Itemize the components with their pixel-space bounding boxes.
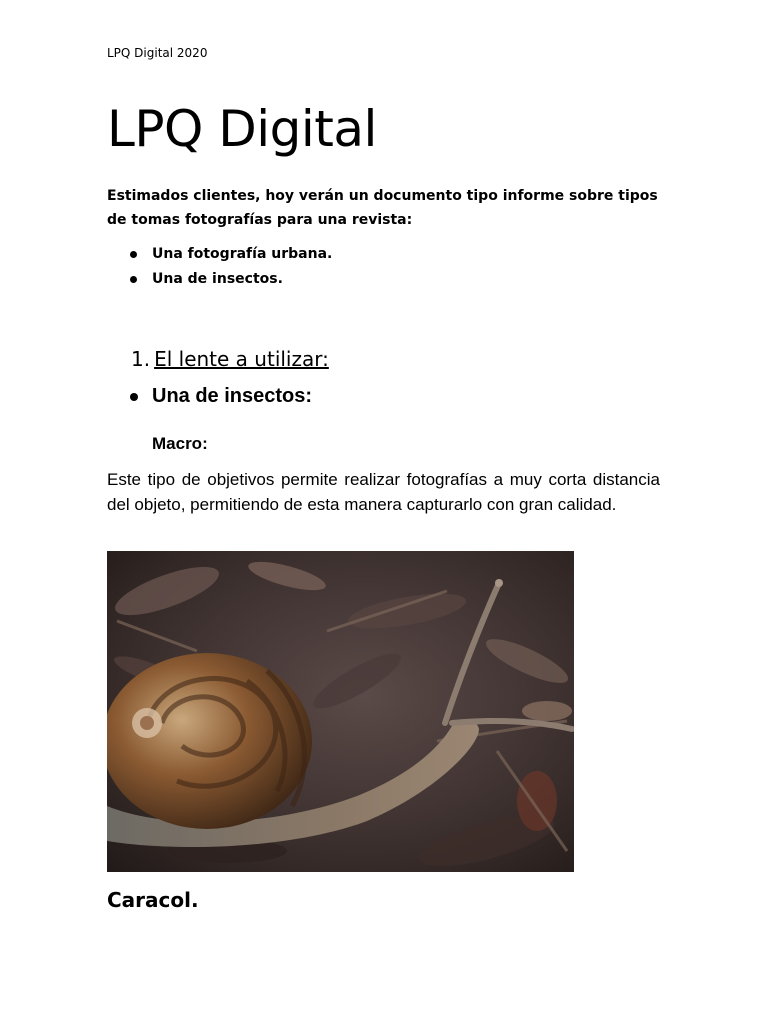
section-heading-text: El lente a utilizar:: [154, 347, 329, 371]
list-item-text: Una fotografía urbana.: [152, 246, 333, 262]
sub-bullet-text: Una de insectos:: [152, 385, 313, 407]
macro-label: Macro:: [152, 434, 208, 453]
list-item-text: Una de insectos.: [152, 271, 283, 287]
section-heading: [131, 347, 329, 371]
body-paragraph: Este tipo de objetivos permite realizar fotografías a muy corta distancia del objeto, permitiendo de esta manera capturarlo con gran calidad.: [107, 470, 660, 514]
bullet-dot-icon: [130, 393, 138, 401]
bullet-dot-icon: [130, 276, 137, 283]
page-title: LPQ Digital: [107, 100, 377, 158]
sub-bullet: [107, 383, 312, 409]
page-header: LPQ Digital 2020: [107, 46, 208, 60]
intro-paragraph: Estimados clientes, hoy verán un documento tipo informe sobre tipos de tomas fotografías para una revista:: [107, 188, 658, 228]
bullet-dot-icon: [130, 251, 137, 258]
list-item: [107, 242, 332, 267]
bullet-list: [107, 242, 332, 292]
section-number: 1.: [131, 347, 151, 371]
snail-image: [107, 551, 574, 872]
snail-photo: [107, 551, 574, 872]
image-caption: Caracol.: [107, 888, 199, 912]
list-item: [107, 267, 332, 292]
